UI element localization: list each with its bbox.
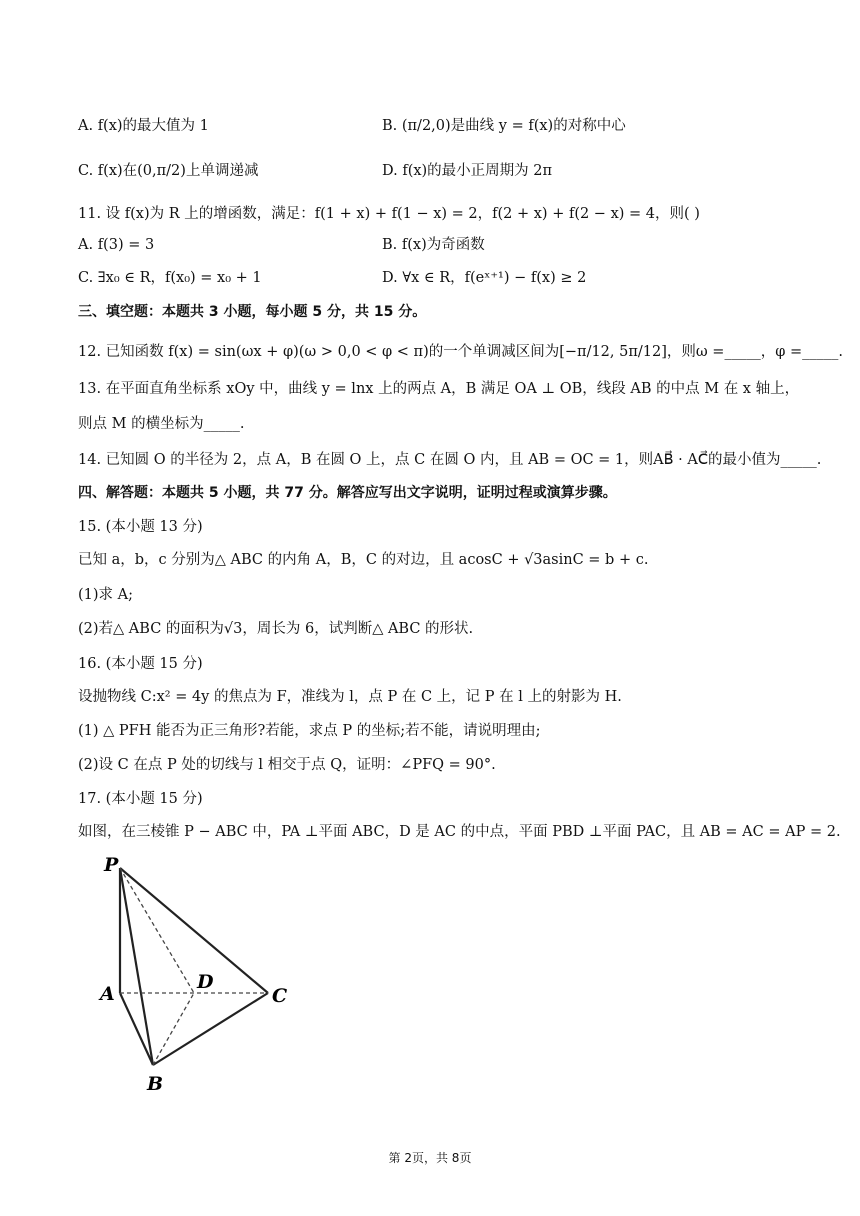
q10-option-d: D. f(x)的最小正周期为 2π bbox=[382, 163, 553, 179]
q12-text: 12. 已知函数 f(x) = sin(ωx + φ)(ω > 0,0 < φ < π)的一个单调减区间为[−π/12, 5π/12]，则ω =_____，φ =_____. bbox=[78, 344, 843, 360]
section-4-heading: 四、解答题：本题共 5 小题，共 77 分。解答应写出文字说明，证明过程或演算步骤。 bbox=[78, 485, 617, 501]
edge-bc bbox=[153, 993, 268, 1065]
q15-part-2: (2)若△ ABC 的面积为√3，周长为 6，试判断△ ABC 的形状. bbox=[78, 621, 474, 637]
q15-part-1: (1)求 A; bbox=[78, 587, 134, 603]
edge-pc bbox=[120, 868, 268, 993]
label-p: P bbox=[104, 854, 119, 876]
q11-stem: 11. 设 f(x)为 R 上的增函数，满足：f(1 + x) + f(1 − x) = 2，f(2 + x) + f(2 − x) = 4，则( ) bbox=[78, 206, 700, 222]
q11-option-c: C. ∃x₀ ∈ R，f(x₀) = x₀ + 1 bbox=[78, 270, 262, 286]
q14-text: 14. 已知圆 O 的半径为 2，点 A，B 在圆 O 上，点 C 在圆 O 内，且 AB = OC = 1，则AB⃗ · AC⃗的最小值为_____. bbox=[78, 452, 822, 468]
tetrahedron-figure bbox=[0, 850, 860, 1110]
q17-header: 17. (本小题 15 分) bbox=[78, 791, 203, 807]
label-a: A bbox=[100, 983, 115, 1005]
edge-bd-hidden bbox=[153, 993, 194, 1065]
q16-part-2: (2)设 C 在点 P 处的切线与 l 相交于点 Q，证明：∠PFQ = 90°. bbox=[78, 757, 496, 773]
q11-option-a: A. f(3) = 3 bbox=[78, 237, 155, 253]
q10-option-a: A. f(x)的最大值为 1 bbox=[78, 118, 209, 134]
q11-option-b: B. f(x)为奇函数 bbox=[382, 237, 485, 253]
q16-part-1: (1) △ PFH 能否为正三角形?若能，求点 P 的坐标;若不能，请说明理由; bbox=[78, 723, 541, 739]
label-d: D bbox=[197, 971, 214, 993]
q11-option-d: D. ∀x ∈ R，f(eˣ⁺¹) − f(x) ≥ 2 bbox=[382, 270, 587, 286]
edge-pb bbox=[120, 868, 153, 1065]
q10-option-c: C. f(x)在(0,π/2)上单调递减 bbox=[78, 163, 259, 179]
q10-option-b: B. (π/2,0)是曲线 y = f(x)的对称中心 bbox=[382, 118, 626, 134]
label-c: C bbox=[272, 985, 288, 1007]
q17-stem: 如图，在三棱锥 P − ABC 中，PA ⊥平面 ABC，D 是 AC 的中点，平面 PBD ⊥平面 PAC，且 AB = AC = AP = 2. bbox=[78, 824, 841, 840]
q16-header: 16. (本小题 15 分) bbox=[78, 656, 203, 672]
page-footer: 第 2页，共 8页 bbox=[388, 1151, 472, 1165]
q13-line-1: 13. 在平面直角坐标系 xOy 中，曲线 y = lnx 上的两点 A，B 满足 OA ⊥ OB，线段 AB 的中点 M 在 x 轴上， bbox=[78, 381, 800, 397]
q15-header: 15. (本小题 13 分) bbox=[78, 519, 203, 535]
q16-stem: 设抛物线 C:x² = 4y 的焦点为 F，准线为 l，点 P 在 C 上，记 P 在 l 上的射影为 H. bbox=[78, 689, 622, 705]
q13-line-2: 则点 M 的横坐标为_____. bbox=[78, 416, 245, 432]
q15-stem: 已知 a，b，c 分别为△ ABC 的内角 A，B，C 的对边，且 acosC + √3asinC = b + c. bbox=[78, 552, 649, 568]
label-b: B bbox=[147, 1073, 164, 1095]
section-3-heading: 三、填空题：本题共 3 小题，每小题 5 分，共 15 分。 bbox=[78, 304, 427, 320]
